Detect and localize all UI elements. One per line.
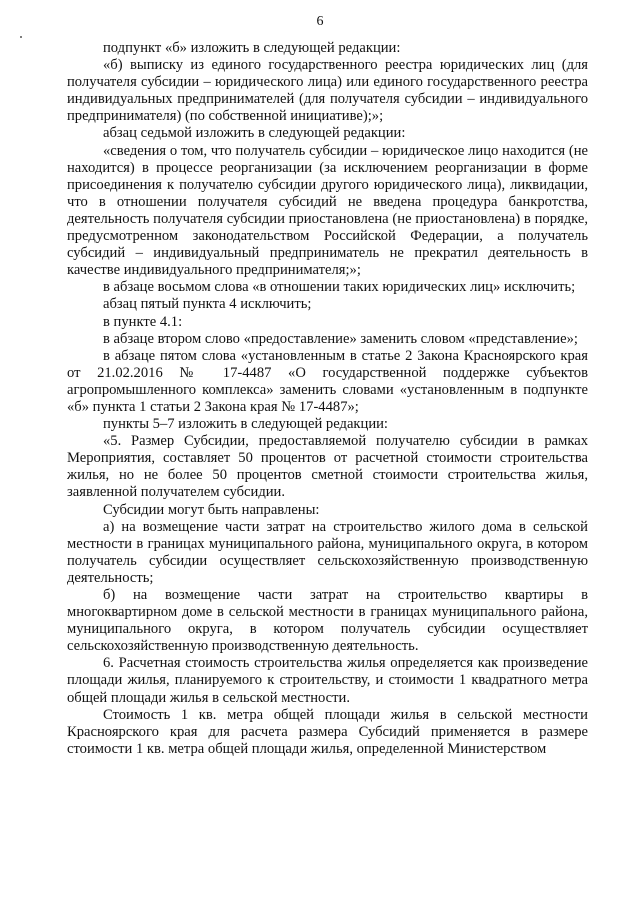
paragraph: абзац седьмой изложить в следующей редакции:	[103, 125, 406, 142]
scan-speck	[20, 36, 22, 38]
paragraph: в пункте 4.1:	[103, 313, 183, 330]
paragraph: Стоимость 1 кв. метра общей площади жилья в сельской местности Красноярского края для расчета размера Субсидий применяется в размере стоимости 1 кв. метра общей площади жилья, определенной Министерством	[67, 706, 588, 757]
paragraph: в абзаце восьмом слова «в отношении таких юридических лиц» исключить;	[103, 279, 576, 296]
paragraph: пункты 5–7 изложить в следующей редакции:	[103, 416, 388, 433]
paragraph: б) на возмещение части затрат на строительство квартиры в многоквартирном доме в сельской местности в границах муниципального района, муниципального округа, в котором получатель субсидии осуществляет сельскохозяйственную производственную деятельность.	[67, 587, 588, 655]
paragraph: «б) выписку из единого государственного реестра юридических лиц (для получателя субсидии – юридического лица) или единого государственного реестра индивидуальных предпринимателей (для получателя субсидии – индивидуального предпринимателя) (по собственной инициативе);»;	[67, 57, 588, 125]
paragraph: в абзаце втором слово «предоставление» заменить словом «представление»;	[103, 330, 578, 347]
paragraph: «5. Размер Субсидии, предоставляемой получателю субсидии в рамках Мероприятия, составляет 50 процентов от расчетной стоимости строительства жилья, но не более 50 процентов сметной стоимости строительства жилья, заявленной получателем субсидии.	[67, 433, 588, 501]
paragraph: абзац пятый пункта 4 исключить;	[103, 296, 312, 313]
paragraph: подпункт «б» изложить в следующей редакции:	[103, 40, 401, 56]
paragraph: 6. Расчетная стоимость строительства жилья определяется как произведение площади жилья, планируемого к строительству, и стоимости 1 квадратного метра общей площади жилья в сельской местности.	[67, 655, 588, 706]
page-number: 6	[316, 14, 324, 29]
paragraph: «сведения о том, что получатель субсидии – юридическое лицо находится (не находится) в процессе реорганизации (за исключением реорганизации в форме присоединения к получателю субсидии другого юридического лица), ликвидации, что в отношении получателя субсидий не введена процедура банкротства, деятельность получателя субсидии приостановлена (не приостановлена) в порядке, предусмотренном законодательством Российской Федерации, а получатель субсидий – индивидуальный предприниматель не прекратил деятельность в качестве индивидуального предпринимателя;»;	[67, 142, 588, 279]
paragraph: а) на возмещение части затрат на строительство жилого дома в сельской местности в границах муниципального района, муниципального округа, в котором получатель субсидии осуществляет сельскохозяйственную производственную деятельность;	[67, 518, 588, 586]
paragraph: в абзаце пятом слова «установленным в статье 2 Закона Красноярского края от 21.02.2016 № 17-4487 «О государственной поддержке субъектов агропромышленного комплекса» заменить словами «установленным в подпункте «б» пункта 1 статьи 2 Закона края № 17-4487»;	[67, 347, 588, 415]
paragraph: Субсидии могут быть направлены:	[103, 501, 320, 518]
document-body	[67, 40, 588, 758]
